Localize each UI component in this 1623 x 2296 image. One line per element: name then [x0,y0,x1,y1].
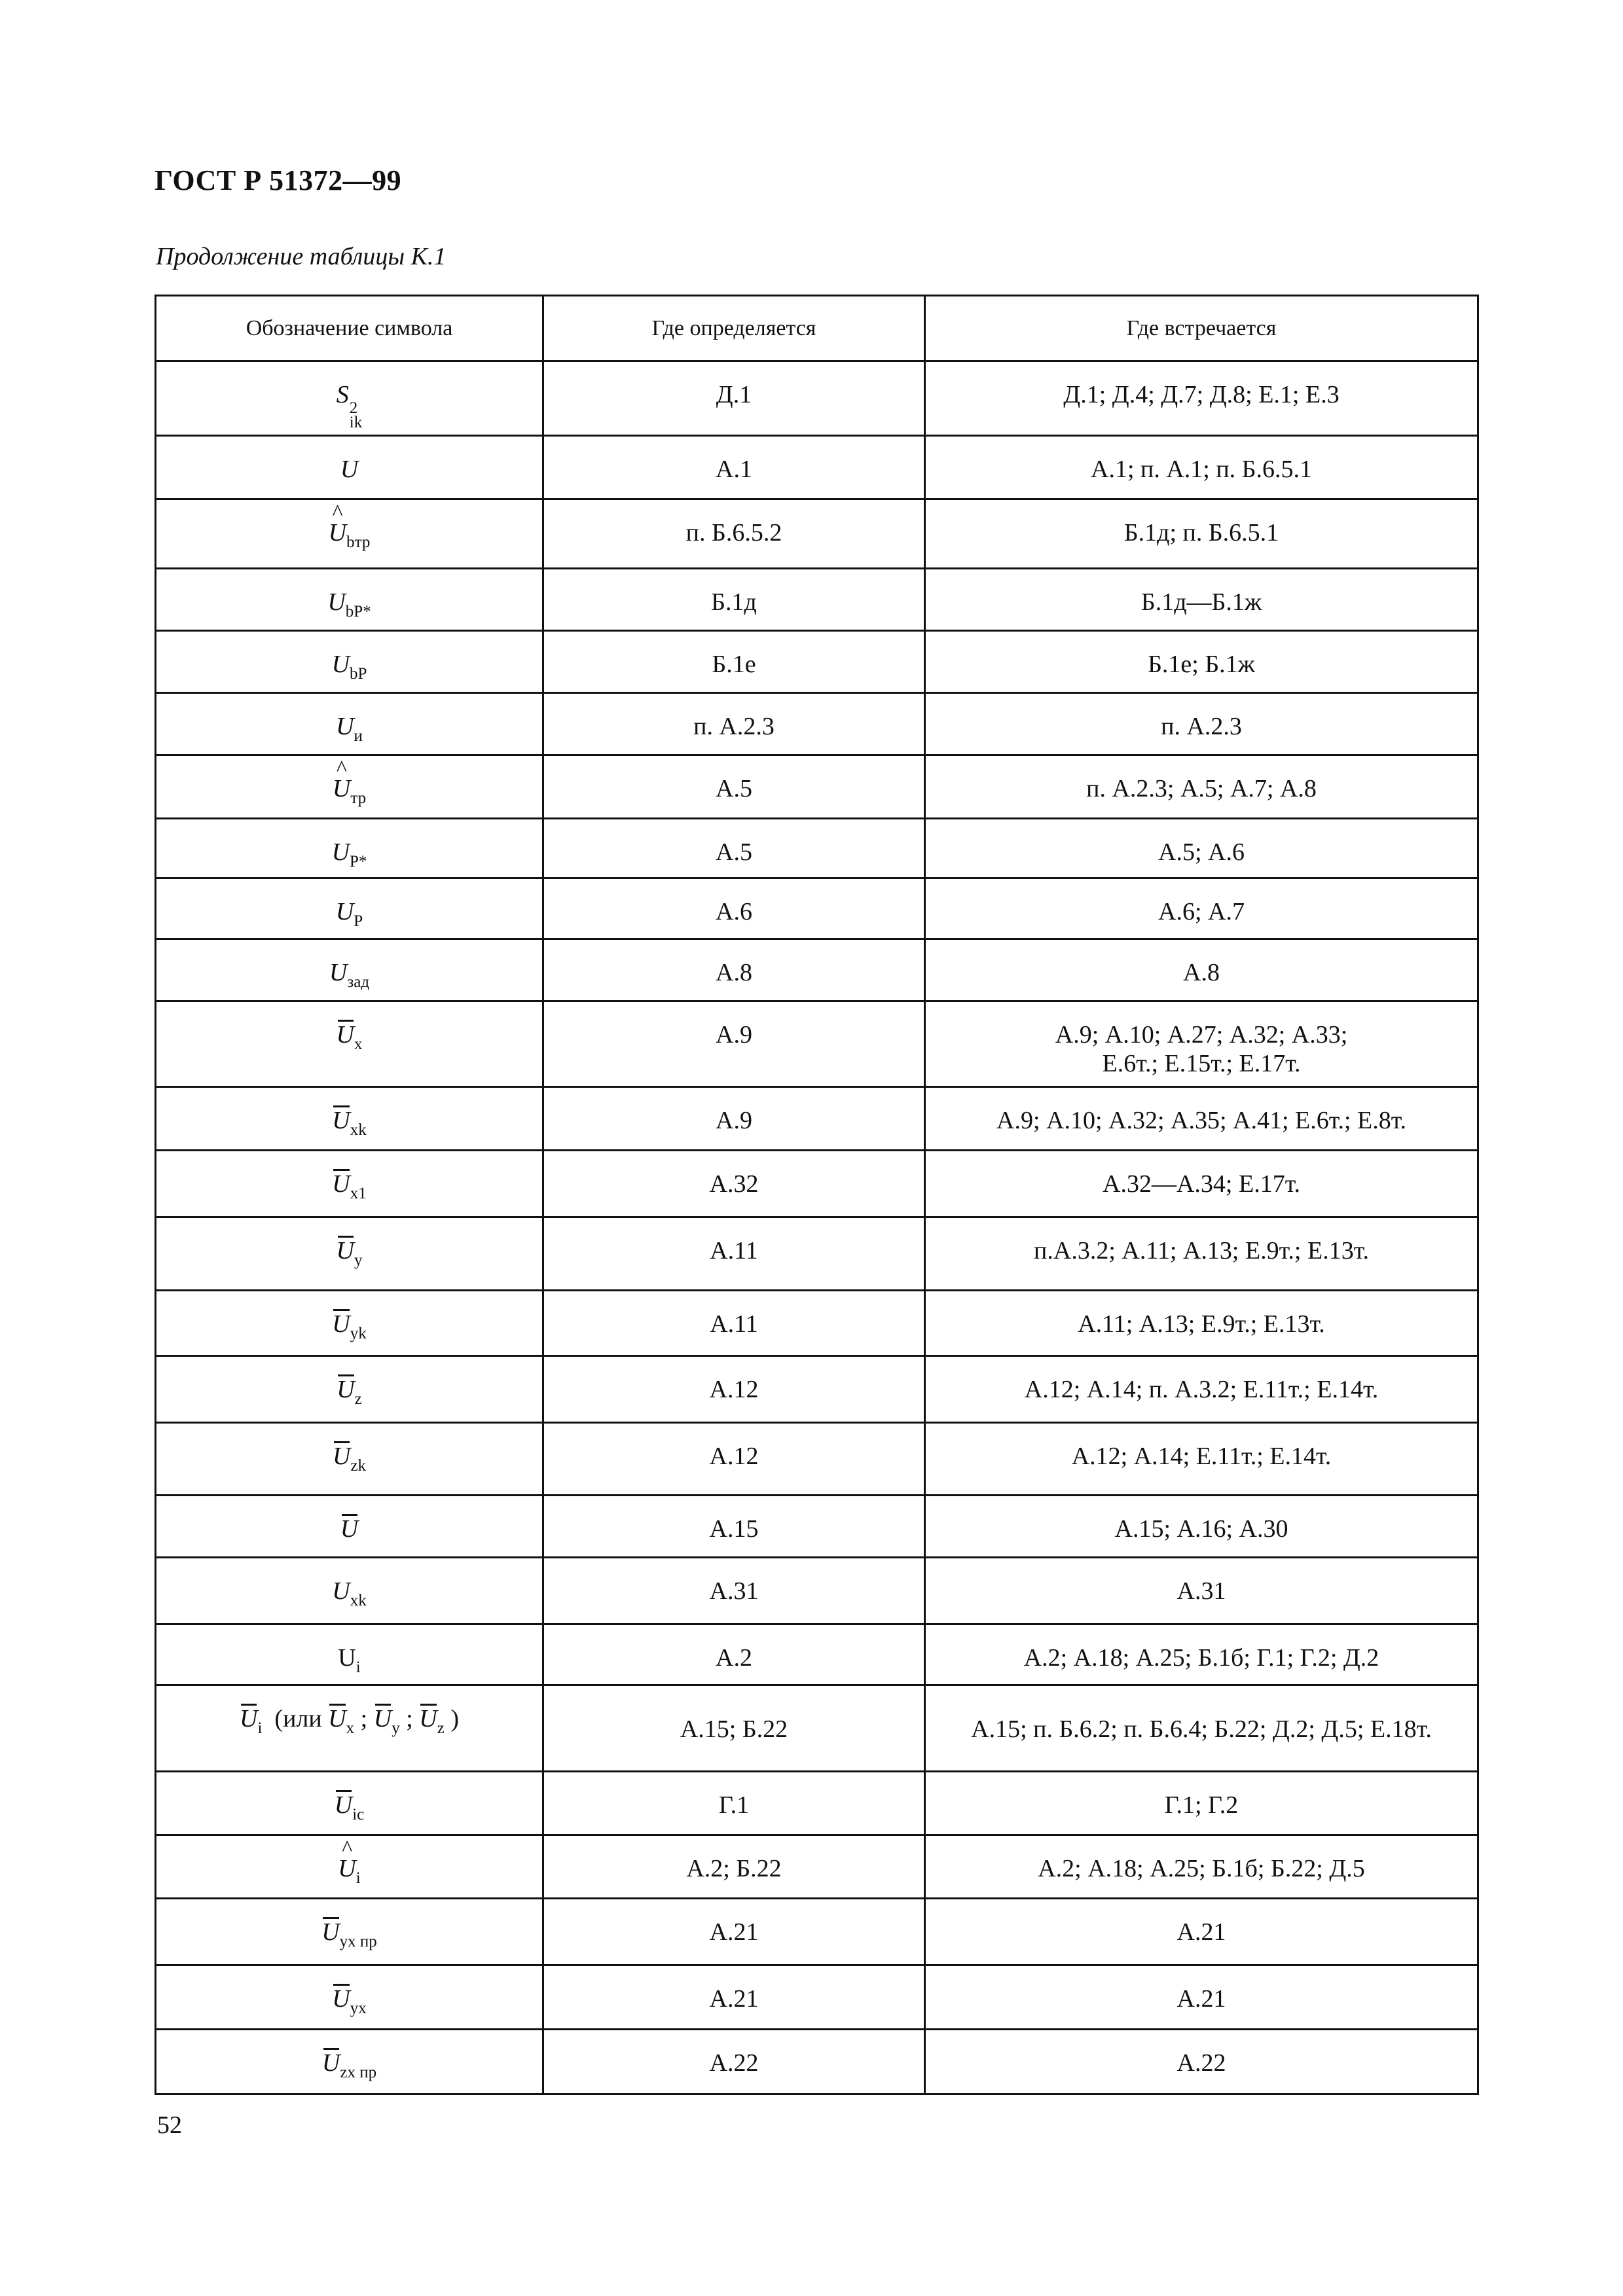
symbol [321,1918,377,1950]
symbol-base: U [338,1644,356,1672]
symbol-base: U [331,838,350,866]
symbol-base-bar: U [321,1918,340,1946]
symbol-base-bar: U [332,1985,350,2013]
symbol-base-hat: ^ U [338,1854,356,1883]
symbol-cell [156,1772,543,1835]
column-header-occurs: Где встречается [925,296,1478,361]
symbol [332,1985,367,2017]
table-row [156,1965,1478,2030]
symbol-subscript: x [354,1035,363,1053]
symbol-base-bar: U [332,1107,350,1134]
defined-cell: Г.1 [543,1772,925,1835]
occurs-cell: А.11; А.13; Е.9т.; Е.13т. [925,1291,1478,1356]
symbol-cell [156,1624,543,1685]
defined-cell: А.11 [543,1291,925,1356]
defined-cell: А.1 [543,436,925,499]
symbol-base: U [329,959,348,986]
symbol-subscript: P [354,912,363,930]
symbol-cell [156,1835,543,1899]
symbol [332,775,367,807]
table-row [156,1772,1478,1835]
occurs-cell: А.8 [925,939,1478,1001]
symbol-subscript: и [354,727,363,745]
symbol-base-bar: U [373,1705,392,1732]
defined-cell: А.8 [543,939,925,1001]
symbol-subscript: zx пр [340,2064,377,2081]
symbol-subscript: зад [347,973,370,991]
symbol [336,713,363,745]
symbol-subscript: i [356,1869,361,1887]
symbol-base-bar: U [332,1170,350,1198]
symbols-table [155,295,1479,2095]
symbol-cell [156,436,543,499]
symbol-subscript: y [354,1251,363,1269]
symbol-subscript: тр [350,789,367,807]
occurs-cell: А.2; А.18; А.25; Б.1б; Г.1; Г.2; Д.2 [925,1624,1478,1685]
symbol-cell [156,878,543,939]
occurs-cell: А.6; А.7 [925,878,1478,939]
table-row [156,361,1478,436]
defined-cell: А.5 [543,755,925,819]
symbol-base-bar: U [328,1705,346,1732]
symbol-base: U [332,1577,350,1605]
symbol [327,588,371,620]
occurs-cell: А.15; А.16; А.30 [925,1496,1478,1558]
occurs-cell: А.31 [925,1558,1478,1624]
defined-cell: А.2; Б.22 [543,1835,925,1899]
symbol-subscript: bтр [346,533,371,551]
table-row [156,1423,1478,1496]
symbol [419,1705,445,1737]
symbol-cell [156,569,543,631]
occurs-cell: Б.1д; п. Б.6.5.1 [925,499,1478,569]
symbol [340,1515,358,1543]
defined-cell: А.11 [543,1217,925,1291]
symbol [334,1791,365,1823]
symbol [321,2049,377,2081]
occurs-cell: п. А.2.3; А.5; А.7; А.8 [925,755,1478,819]
symbol [332,1107,367,1139]
symbol-text: (или [274,1705,322,1732]
symbol-cell [156,693,543,755]
symbol-text: ) [450,1705,459,1732]
defined-cell: А.6 [543,878,925,939]
symbol-base: U [340,456,359,483]
symbol-subscript: yx [350,2000,367,2017]
defined-cell: А.32 [543,1151,925,1217]
occurs-cell: А.21 [925,1965,1478,2030]
occurs-cell: А.15; п. Б.6.2; п. Б.6.4; Б.22; Д.2; Д.5; Е.18т. [925,1685,1478,1772]
symbol-superscript: 2 [349,399,358,417]
symbol-subscript: y [392,1719,400,1737]
symbol-cell [156,631,543,693]
column-header-symbol: Обозначение символа [156,296,543,361]
table-row [156,878,1478,939]
symbol-base: U [335,898,354,925]
table-row [156,569,1478,631]
occurs-cell: А.1; п. А.1; п. Б.6.5.1 [925,436,1478,499]
symbol-base: U [327,588,346,616]
symbol-cell [156,755,543,819]
symbol [332,1577,367,1609]
defined-cell: А.12 [543,1423,925,1496]
table-row [156,1835,1478,1899]
symbol-cell [156,1899,543,1965]
symbol-text: ; [406,1705,413,1732]
symbol-cell [156,1496,543,1558]
defined-cell: А.12 [543,1356,925,1423]
symbol [328,1705,355,1737]
symbol [336,1237,363,1269]
table-row [156,1151,1478,1217]
symbol-base-bar: U [332,1443,351,1470]
defined-cell: А.15; Б.22 [543,1685,925,1772]
defined-cell: А.5 [543,819,925,878]
defined-cell: Б.1е [543,631,925,693]
table-row [156,1291,1478,1356]
symbol-base-bar: U [334,1791,353,1819]
defined-cell: А.21 [543,1965,925,2030]
symbol-subscript: xk [350,1592,367,1609]
symbol-subscript: P* [350,853,367,870]
occurs-cell: Д.1; Д.4; Д.7; Д.8; Е.1; Е.3 [925,361,1478,436]
table-row [156,2030,1478,2094]
symbol-cell [156,1087,543,1151]
symbol-cell [156,499,543,569]
symbol-base-bar: U [332,1310,350,1338]
symbol-cell [156,1965,543,2030]
symbol-subscript: bP* [345,603,371,620]
defined-cell: А.15 [543,1496,925,1558]
table-row [156,1899,1478,1965]
table-row [156,755,1478,819]
symbol-base-bar: U [337,1376,355,1403]
defined-cell: А.21 [543,1899,925,1965]
defined-cell: А.9 [543,1087,925,1151]
symbol-cell [156,1423,543,1496]
symbol [332,1443,367,1475]
table-row [156,436,1478,499]
defined-cell: А.31 [543,1558,925,1624]
table-row [156,1217,1478,1291]
table-row [156,1087,1478,1151]
symbol [335,898,363,930]
table-row [156,1558,1478,1624]
symbol-cell [156,1217,543,1291]
document-header: ГОСТ Р 51372—99 [155,164,402,196]
defined-cell: А.2 [543,1624,925,1685]
symbol [328,519,371,551]
symbol [373,1705,400,1737]
symbol-cell [156,1151,543,1217]
symbol-subscript: i [257,1719,263,1737]
occurs-cell: А.22 [925,2030,1478,2094]
symbol-cell [156,939,543,1001]
table-row [156,693,1478,755]
occurs-cell: А.2; А.18; А.25; Б.1б; Б.22; Д.5 [925,1835,1478,1899]
symbol [337,1376,362,1408]
symbol-cell [156,819,543,878]
occurs-cell: п.А.3.2; А.11; А.13; Е.9т.; Е.13т. [925,1217,1478,1291]
defined-cell: Д.1 [543,361,925,436]
symbol-subscript: ic [352,1806,365,1823]
symbol-subscript: x [346,1719,355,1737]
symbol-base: U [336,713,354,740]
page-number: 52 [157,2111,182,2139]
symbol-subscript: yx пр [339,1933,377,1950]
table-row [156,819,1478,878]
defined-cell: А.9 [543,1001,925,1087]
symbol-subscript: zk [350,1457,367,1475]
symbol-subscript: x1 [350,1185,367,1202]
symbol-base: S [336,381,349,408]
symbol [336,1021,363,1053]
symbol-subscript: z [354,1390,362,1408]
symbol-base-bar: U [321,2049,340,2077]
symbol [331,651,367,683]
table-row [156,1496,1478,1558]
symbol-base-bar: U [340,1515,359,1543]
symbol-base-hat: ^ U [333,774,350,803]
symbol [332,1170,367,1202]
occurs-cell: п. А.2.3 [925,693,1478,755]
symbol-cell [156,361,543,436]
table-row [156,1356,1478,1423]
defined-cell: А.22 [543,2030,925,2094]
table-row [156,1685,1478,1772]
table-caption: Продолжение таблицы К.1 [156,243,447,270]
occurs-cell: А.12; А.14; Е.11т.; Е.14т. [925,1423,1478,1496]
symbol-cell [156,1001,543,1087]
table-row [156,499,1478,569]
occurs-cell: А.21 [925,1899,1478,1965]
symbol [338,1855,361,1887]
table-row [156,1624,1478,1685]
symbol-base-bar: U [336,1237,354,1265]
symbol-subscript: ik [349,414,363,431]
symbol-cell [156,1291,543,1356]
defined-cell: п. А.2.3 [543,693,925,755]
table-header-row [156,296,1478,361]
symbol-subscript: i [356,1659,361,1676]
occurs-cell: Б.1д—Б.1ж [925,569,1478,631]
symbol-base-hat: ^ U [329,518,346,547]
occurs-cell: Б.1е; Б.1ж [925,631,1478,693]
symbol-cell [156,1558,543,1624]
symbol-cell [156,1356,543,1423]
symbol [331,838,367,870]
symbol-cell [156,1685,543,1772]
occurs-cell: А.32—А.34; Е.17т. [925,1151,1478,1217]
occurs-cell: А.9; А.10; А.32; А.35; А.41; Е.6т.; Е.8т. [925,1087,1478,1151]
table-row [156,631,1478,693]
symbol [329,959,370,991]
occurs-cell: А.9; А.10; А.27; А.32; А.33; Е.6т.; Е.15т.; Е.17т. [925,1001,1478,1087]
symbol [240,1705,263,1737]
occurs-cell: Г.1; Г.2 [925,1772,1478,1835]
symbol [332,1310,367,1342]
defined-cell: п. Б.6.5.2 [543,499,925,569]
symbol [338,1644,361,1676]
symbol-base: U [331,651,350,678]
column-header-defined: Где определяется [543,296,925,361]
symbol-subscript: bP [350,665,367,683]
symbol-subscript: xk [350,1121,367,1139]
symbol-subscript: yk [350,1325,367,1342]
defined-cell: Б.1д [543,569,925,631]
symbol-base-bar: U [419,1705,437,1732]
symbol-base-bar: U [336,1021,354,1049]
symbol [340,456,358,483]
occurs-cell: А.5; А.6 [925,819,1478,878]
table-body [156,361,1478,2094]
symbol [336,381,363,431]
table-row [156,1001,1478,1087]
symbol-base-bar: U [240,1705,258,1732]
symbol-cell [156,2030,543,2094]
symbol-indices [350,401,362,430]
table-row [156,939,1478,1001]
symbol-text: ; [360,1705,368,1732]
occurs-cell: А.12; А.14; п. А.3.2; Е.11т.; Е.14т. [925,1356,1478,1423]
symbol-subscript: z [437,1719,445,1737]
